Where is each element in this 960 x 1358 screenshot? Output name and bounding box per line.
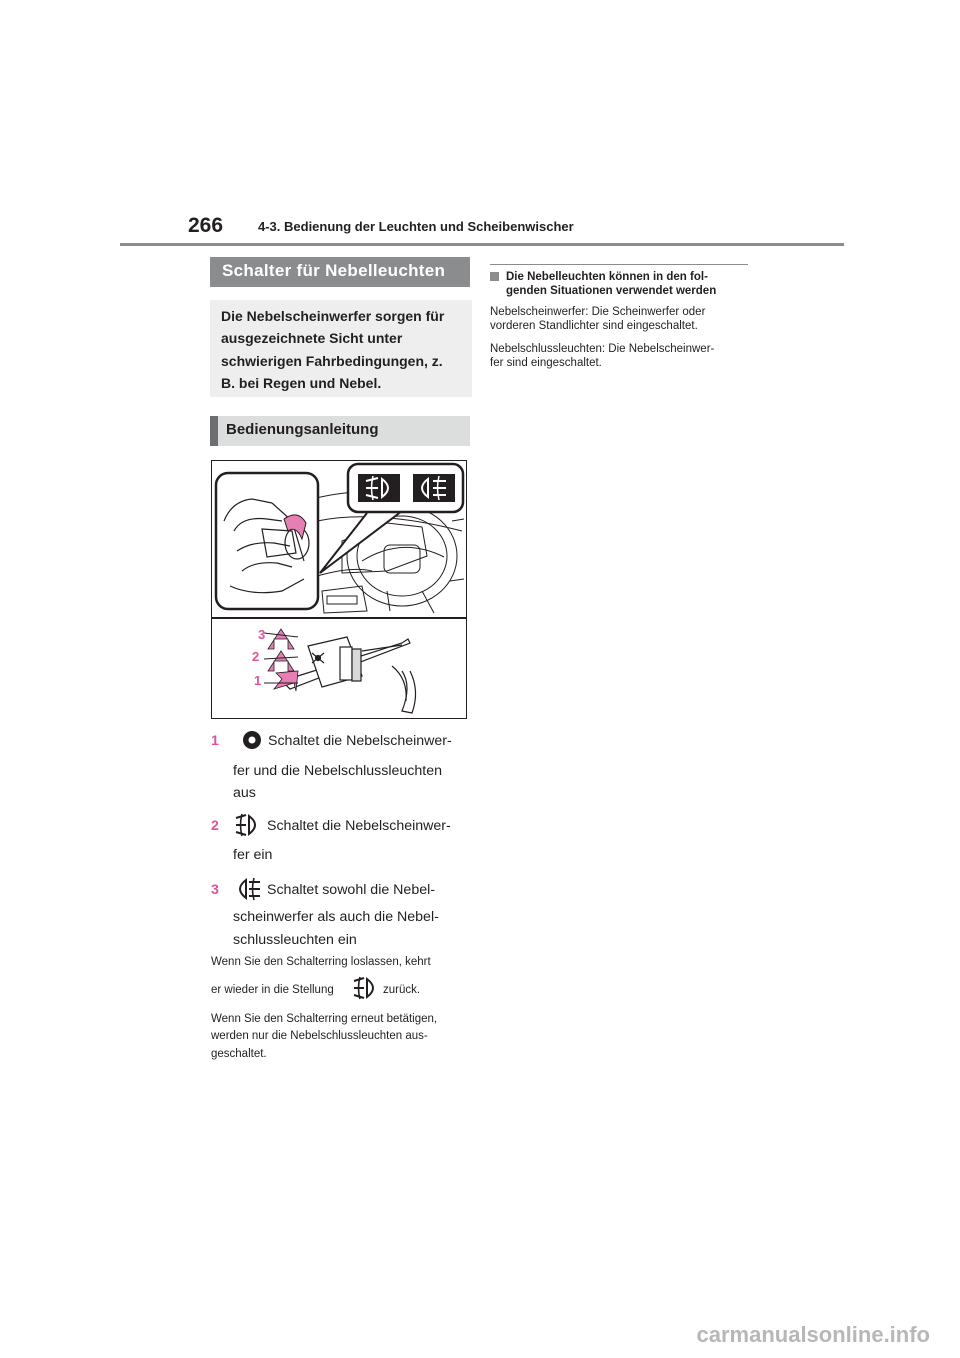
step-1 bbox=[211, 731, 471, 801]
sidebar-para-headlights bbox=[490, 305, 752, 333]
sidebar-rule bbox=[490, 264, 748, 265]
release-note bbox=[211, 954, 473, 1005]
front-fog-light-icon bbox=[358, 474, 400, 502]
sidebar-para-line: Nebelscheinwerfer: Die Scheinwerfer oder bbox=[490, 306, 706, 318]
intro-box bbox=[210, 300, 472, 397]
header-rule bbox=[120, 243, 844, 246]
watermark: carmanualsonline.info bbox=[696, 1322, 930, 1347]
sidebar-heading-line: genden Situationen verwendet werden bbox=[506, 285, 717, 297]
note-line: werden nur die Nebelschlussleuchten aus- bbox=[211, 1030, 428, 1043]
square-bullet-icon bbox=[490, 272, 499, 281]
step-2 bbox=[211, 816, 471, 866]
callout-2: 2 bbox=[252, 649, 260, 664]
sidebar-para-line: Nebelschlussleuchten: Die Nebelscheinwer- bbox=[490, 343, 715, 355]
note-line: Wenn Sie den Schalterring loslassen, kehrt bbox=[211, 956, 431, 968]
hand-inset bbox=[216, 473, 318, 609]
subsection-title: Bedienungsanleitung bbox=[210, 416, 470, 446]
step-text-line: Schaltet die Nebelscheinwer- bbox=[267, 818, 451, 834]
rear-fog-light-icon bbox=[233, 876, 261, 902]
note-line: zurück. bbox=[383, 984, 421, 997]
fog-switch-illustration bbox=[211, 460, 467, 719]
step-number: 3 bbox=[211, 882, 219, 898]
intro-line: B. bei Regen und Nebel. bbox=[221, 374, 382, 391]
step-text-line: schlussleuchten ein bbox=[233, 932, 357, 948]
note-line: Wenn Sie den Schalterring erneut betätigen, bbox=[211, 1013, 438, 1025]
stalk-arrows bbox=[268, 629, 298, 691]
running-head: 4-3. Bedienung der Leuchten und Scheibenwischer bbox=[258, 219, 574, 234]
off-position-icon bbox=[239, 727, 267, 753]
callout-1: 1 bbox=[254, 673, 262, 688]
intro-line: ausgezeichnete Sicht unter bbox=[221, 330, 403, 347]
front-fog-light-icon bbox=[233, 812, 261, 838]
step-text-line: Schaltet sowohl die Nebel- bbox=[267, 882, 435, 898]
repeat-note bbox=[211, 1011, 473, 1063]
sidebar-para-rear-fog bbox=[490, 342, 752, 370]
step-text-line: aus bbox=[233, 785, 256, 801]
light-stalk bbox=[282, 637, 416, 713]
front-fog-light-icon bbox=[351, 975, 379, 1007]
step-text-line: scheinwerfer als auch die Nebel- bbox=[233, 909, 439, 925]
step-text-line: fer und die Nebelschlussleuchten bbox=[233, 763, 443, 779]
callout-3: 3 bbox=[258, 627, 266, 642]
step-text-line: fer ein bbox=[233, 847, 273, 863]
sidebar-para-line: vorderen Standlichter sind eingeschaltet. bbox=[490, 320, 698, 332]
callout-pointer bbox=[320, 511, 402, 573]
section-title: Schalter für Nebelleuchten bbox=[210, 257, 470, 287]
note-line: er wieder in die Stellung bbox=[211, 984, 334, 997]
intro-line: Die Nebelscheinwerfer sorgen für bbox=[221, 308, 445, 324]
step-number: 1 bbox=[211, 733, 219, 749]
step-number: 2 bbox=[211, 818, 219, 834]
step-text-line: Schaltet die Nebelscheinwer- bbox=[268, 733, 452, 749]
step-3 bbox=[211, 880, 471, 950]
rear-fog-light-icon bbox=[413, 474, 455, 502]
sidebar-heading-line: Die Nebelleuchten können in den fol- bbox=[506, 271, 708, 283]
sidebar-para-line: fer sind eingeschaltet. bbox=[490, 357, 602, 369]
page-number: 266 bbox=[188, 214, 224, 237]
note-line: geschaltet. bbox=[211, 1047, 267, 1060]
intro-line: schwierigen Fahrbedingungen, z. bbox=[221, 352, 443, 369]
